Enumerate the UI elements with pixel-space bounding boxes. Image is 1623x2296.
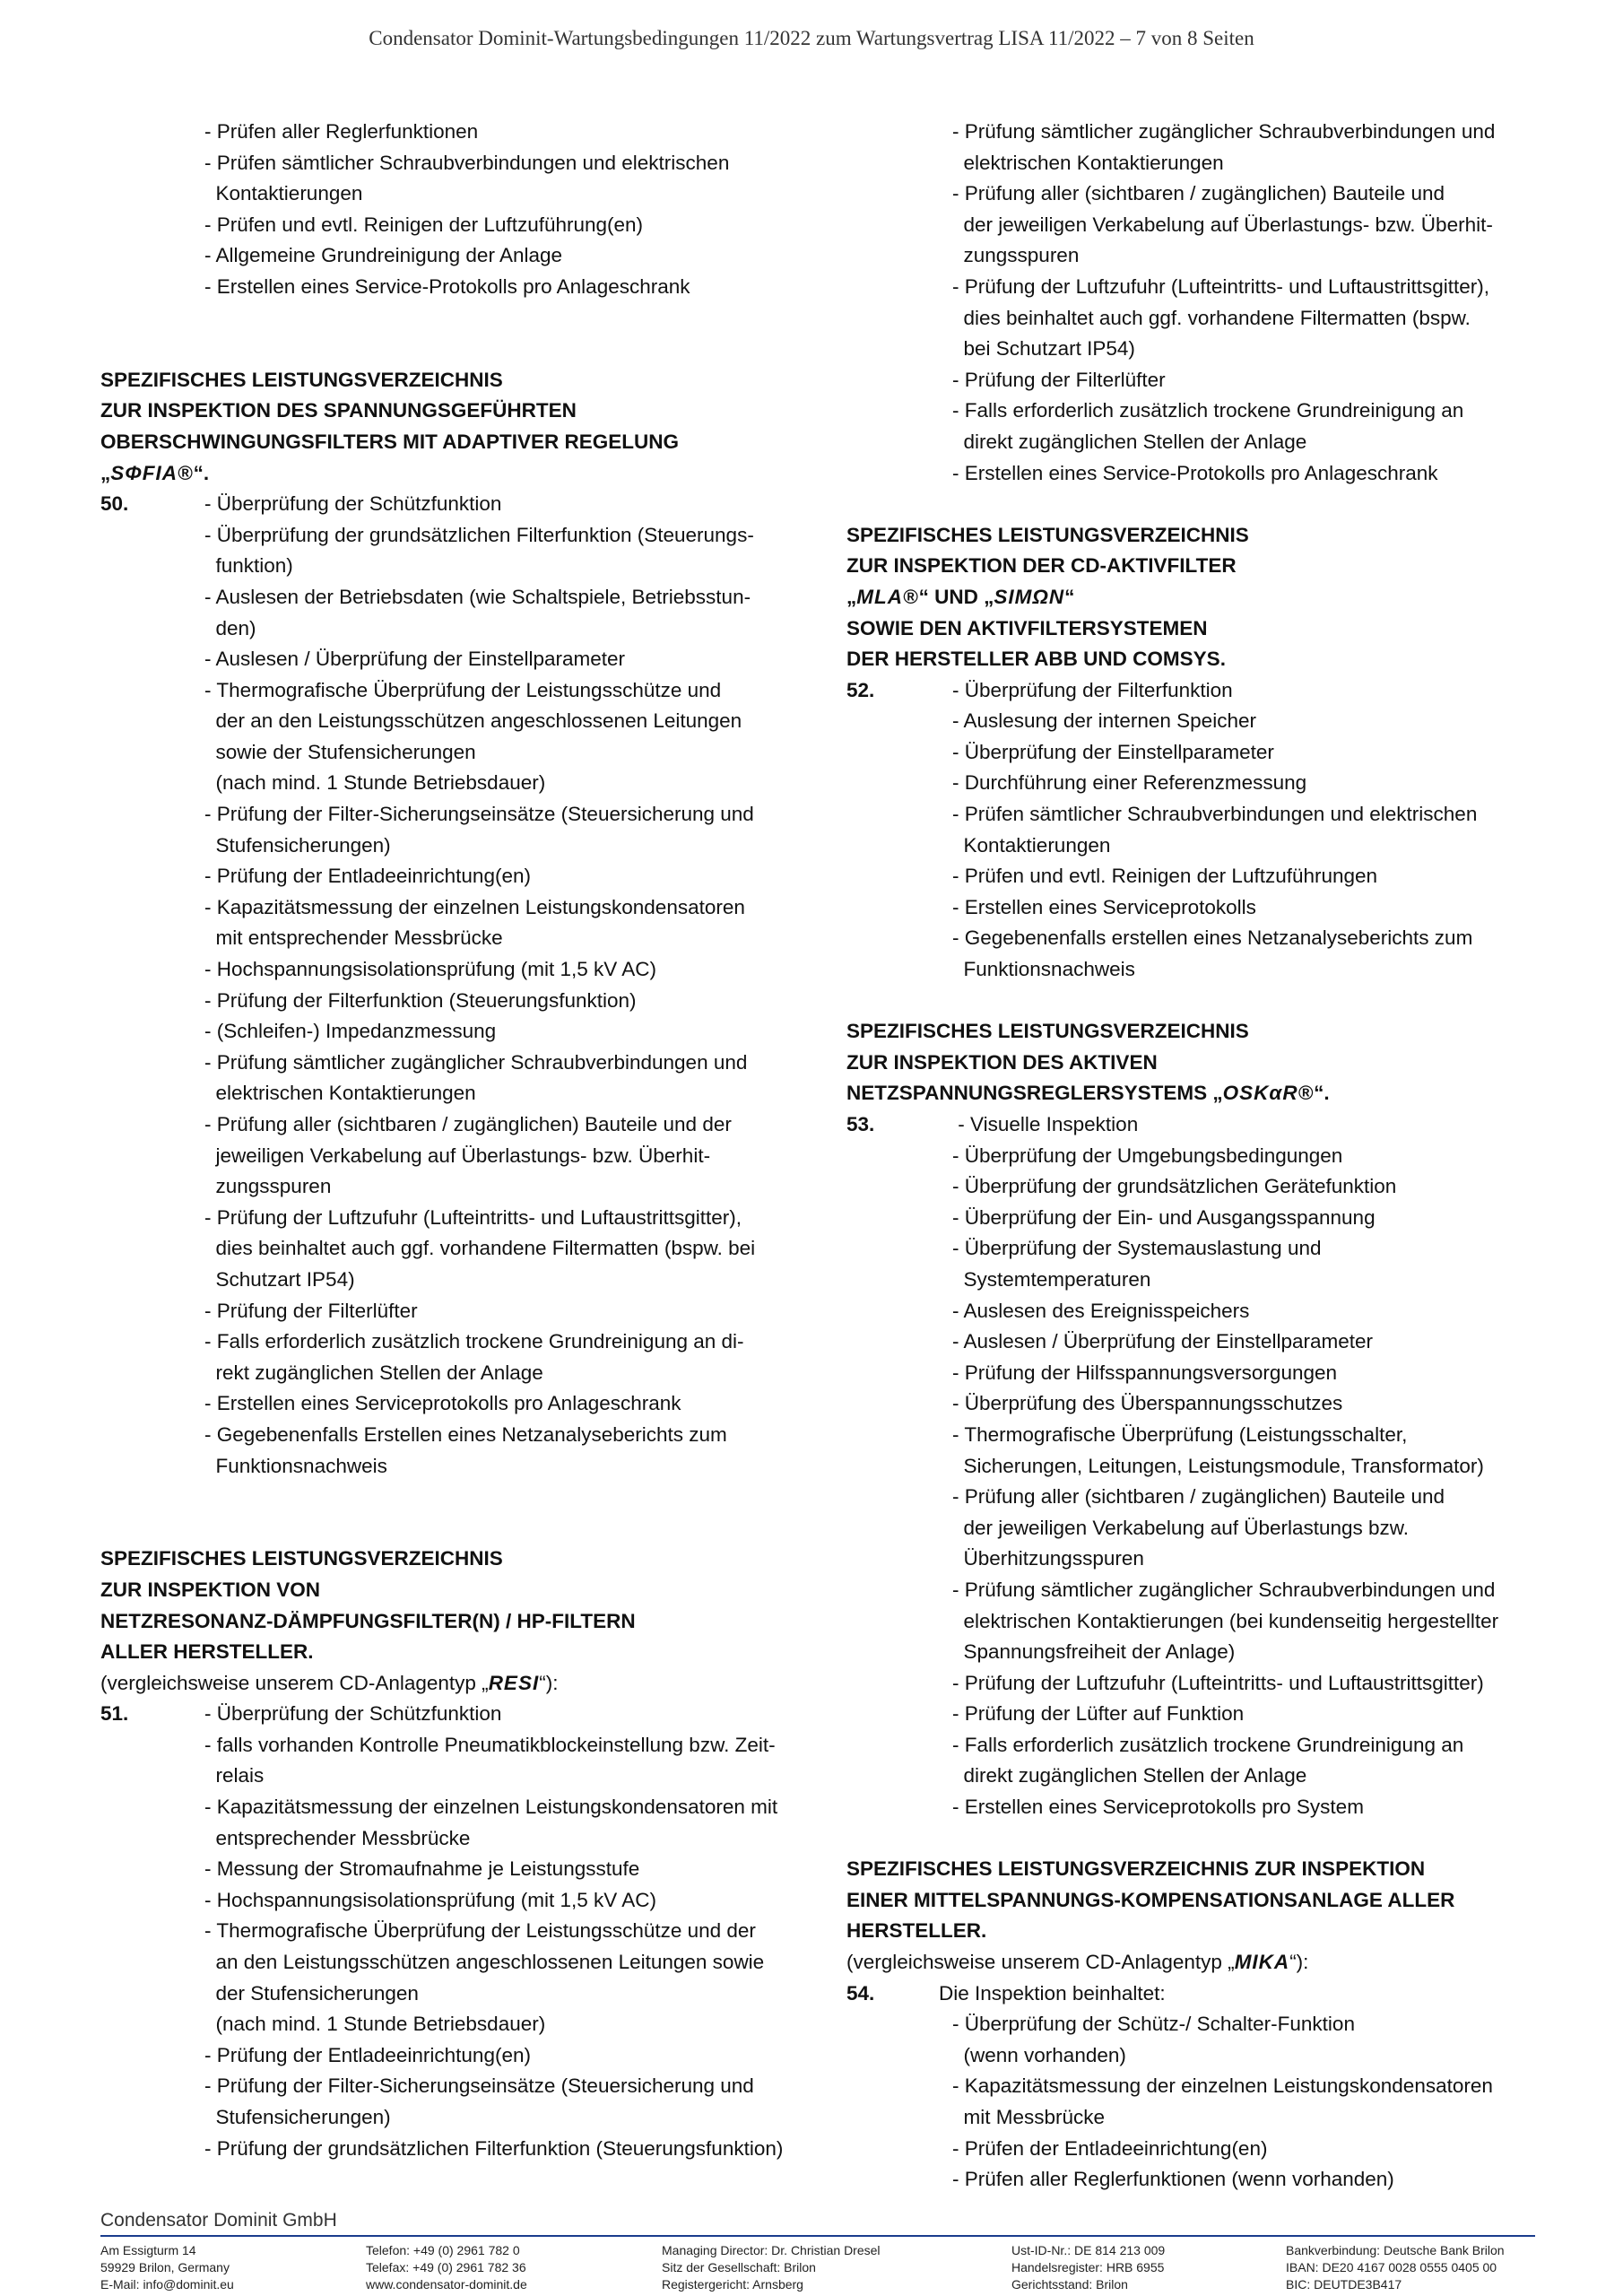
heading-line: NETZRESONANZ-DÄMPFUNGSFILTER(N) / HP-FILTERN (100, 1609, 636, 1632)
list-item: Systemtemperaturen (952, 1267, 1151, 1291)
section-53-heading-line: ZUR INSPEKTION DES AKTIVEN (846, 1050, 1158, 1074)
item-number-54: 54. (846, 1981, 875, 2005)
section-53-brand-line: NETZSPANNUNGSREGLERSYSTEMS „OSKαR®“. (846, 1082, 1330, 1105)
left-column (100, 117, 791, 2164)
footer-column (366, 2242, 662, 2293)
resi-brand: RESI (488, 1671, 540, 1694)
section-53 (846, 1109, 1546, 1823)
list-item: - Prüfung der Lüfter auf Funktion (952, 1702, 1245, 1726)
list-item: - Überprüfung der Ein- und Ausgangsspannung (952, 1205, 1376, 1229)
footer-column (1011, 2242, 1286, 2293)
list-item: - Prüfung aller (sichtbaren / zugänglichen) Bauteile und der (204, 1113, 732, 1135)
list-item: - Falls erforderlich zusätzlich trockene Grundreinigung an di- (204, 1330, 744, 1353)
list-item: - Überprüfung der Schütz-/ Schalter-Funktion (952, 2013, 1355, 2036)
list-item: - Überprüfung der Schützfunktion (204, 492, 502, 516)
footer-line: Telefon: +49 (0) 2961 782 0 (366, 2243, 520, 2257)
section-52-heading-line: ZUR INSPEKTION DER CD-AKTIVFILTER (846, 554, 1237, 578)
section-54-list (846, 2009, 1546, 2196)
list-item: elektrischen Kontaktierungen (204, 1082, 476, 1105)
list-item: - Auslesen / Überprüfung der Einstellparameter (204, 648, 625, 671)
list-item: entsprechender Messbrücke (204, 1826, 471, 1849)
list-item: (wenn vorhanden) (952, 2043, 1126, 2066)
section-50-heading (100, 365, 791, 458)
section-52-heading-line: SPEZIFISCHES LEISTUNGSVERZEICHNIS (846, 523, 1249, 546)
list-item: - Visuelle Inspektion (952, 1113, 1139, 1135)
list-item: - Prüfen der Entladeeinrichtung(en) (952, 2136, 1268, 2160)
list-item: Funktionsnachweis (952, 958, 1135, 981)
right-column (846, 117, 1546, 2196)
footer-divider (100, 2235, 1535, 2237)
list-item: - Überprüfung der Schützfunktion (204, 1702, 502, 1726)
heading-line: HERSTELLER. (846, 1919, 987, 1943)
mla-brand: MLA® (856, 585, 919, 608)
footer-line: Managing Director: Dr. Christian Dresel (662, 2243, 881, 2257)
section-52-heading-line: SOWIE DEN AKTIVFILTERSYSTEMEN (846, 616, 1208, 639)
list-item: - Prüfung sämtlicher zugänglicher Schraubverbindungen und (204, 1050, 748, 1074)
list-item: - Prüfung sämtlicher zugänglicher Schraubverbindungen und (952, 120, 1496, 143)
list-item: - Prüfung der Filter-Sicherungseinsätze (Steuersicherung und (204, 803, 754, 826)
oskar-brand: OSKαR® (1222, 1082, 1315, 1105)
list-item: - Überprüfung der grundsätzlichen Gerätefunktion (952, 1175, 1397, 1198)
list-item: - Prüfung der Entladeeinrichtung(en) (204, 865, 531, 888)
list-item: - Prüfen aller Reglerfunktionen (204, 120, 479, 143)
list-item: funktion) (204, 554, 293, 578)
section-51-list (100, 1699, 791, 2164)
item-number-52: 52. (846, 678, 875, 701)
list-item: an den Leistungsschützen angeschlossenen Leitungen sowie (204, 1951, 765, 1974)
list-item: - Prüfung aller (sichtbaren / zugänglichen) Bauteile und (952, 1485, 1445, 1509)
list-item: (nach mind. 1 Stunde Betriebsdauer) (204, 2013, 546, 2036)
list-item: - Thermografische Überprüfung (Leistungsschalter, (952, 1422, 1408, 1446)
footer-company: Condensator Dominit GmbH (100, 2210, 337, 2231)
section-54-lead: Die Inspektion beinhaltet: (939, 1981, 1166, 2005)
mika-brand: MIKA (1234, 1951, 1290, 1974)
list-item: sowie der Stufensicherungen (204, 740, 476, 763)
list-item: Schutzart IP54) (204, 1267, 355, 1291)
footer-line: www.condensator-dominit.de (366, 2277, 527, 2292)
footer-line: Telefax: +49 (0) 2961 782 36 (366, 2260, 526, 2274)
list-item: - Überprüfung der grundsätzlichen Filterfunktion (Steuerungs- (204, 523, 754, 546)
section-54-heading (846, 1854, 1546, 1947)
section-52 (846, 675, 1546, 986)
list-item: - Erstellen eines Serviceprotokolls pro Anlageschrank (204, 1392, 681, 1415)
section-50-list (100, 489, 791, 1482)
list-item: Überhitzungsspuren (952, 1547, 1144, 1570)
footer-column (1286, 2242, 1535, 2293)
section-51-heading (100, 1544, 791, 1667)
section-54-note: (vergleichsweise unserem CD-Anlagentyp „MIKA“): (846, 1951, 1309, 1974)
heading-line: SPEZIFISCHES LEISTUNGSVERZEICHNIS ZUR INSPEKTION (846, 1857, 1426, 1881)
list-item: zungsspuren (204, 1175, 332, 1198)
list-item: - Auslesung der internen Speicher (952, 709, 1256, 733)
list-item: - Prüfen und evtl. Reinigen der Luftzuführungen (952, 865, 1378, 888)
list-item: den) (204, 616, 256, 639)
list-item: - Überprüfung der Umgebungsbedingungen (952, 1144, 1343, 1167)
list-item: Stufensicherungen) (204, 2106, 391, 2128)
intro-list (846, 117, 1546, 489)
list-item: dies beinhaltet auch ggf. vorhandene Filtermatten (bspw. bei (204, 1237, 756, 1260)
heading-line: ALLER HERSTELLER. (100, 1640, 314, 1664)
list-item: - Falls erforderlich zusätzlich trockene Grundreinigung an (952, 399, 1464, 422)
page-footer (100, 2210, 1535, 2293)
list-item: - Kapazitätsmessung der einzelnen Leistungskondensatoren (952, 2074, 1493, 2098)
footer-line: Bankverbindung: Deutsche Bank Brilon (1286, 2243, 1505, 2257)
list-item: zungsspuren (952, 244, 1080, 267)
list-item: elektrischen Kontaktierungen (bei kundenseitig hergestellter (952, 1609, 1499, 1632)
footer-info (100, 2242, 1535, 2293)
list-item: Kontaktierungen (204, 182, 363, 205)
simon-brand: SIMΩN (994, 585, 1065, 608)
list-item: der Stufensicherungen (204, 1981, 419, 2005)
sofia-brand: SΦFIA® (110, 461, 194, 484)
list-item: - Kapazitätsmessung der einzelnen Leistungskondensatoren mit (204, 1796, 778, 1819)
section-50 (100, 489, 791, 1482)
section-53-list (846, 1109, 1546, 1823)
list-item: - Prüfung aller (sichtbaren / zugänglichen) Bauteile und (952, 182, 1445, 205)
heading-line: ZUR INSPEKTION DES SPANNUNGSGEFÜHRTEN (100, 399, 577, 422)
list-item: - Thermografische Überprüfung der Leistungsschütze und der (204, 1919, 756, 1943)
list-item: - Erstellen eines Service-Protokolls pro Anlageschrank (952, 461, 1438, 484)
list-item: - Allgemeine Grundreinigung der Anlage (204, 244, 563, 267)
list-item: - Prüfung der grundsätzlichen Filterfunktion (Steuerungsfunktion) (204, 2136, 784, 2160)
list-item: - Überprüfung der Filterfunktion (952, 678, 1233, 701)
list-item: mit entsprechender Messbrücke (204, 926, 503, 950)
list-item: - Prüfung der Filterlüfter (952, 368, 1166, 391)
list-item: - Prüfen sämtlicher Schraubverbindungen und elektrischen (952, 803, 1478, 826)
list-item: - Gegebenenfalls Erstellen eines Netzanalyseberichts zum (204, 1422, 727, 1446)
footer-column (100, 2242, 366, 2293)
heading-line: EINER MITTELSPANNUNGS-KOMPENSATIONSANLAGE ALLER (846, 1888, 1455, 1911)
footer-line: Sitz der Gesellschaft: Brilon (662, 2260, 816, 2274)
section-53-heading-line: SPEZIFISCHES LEISTUNGSVERZEICHNIS (846, 1020, 1249, 1043)
list-item: - Prüfen sämtlicher Schraubverbindungen und elektrischen (204, 151, 730, 174)
footer-line: E-Mail: info@dominit.eu (100, 2277, 234, 2292)
list-item: Spannungsfreiheit der Anlage) (952, 1640, 1236, 1664)
list-item: - Prüfen aller Reglerfunktionen (wenn vorhanden) (952, 2168, 1394, 2191)
list-item: Sicherungen, Leitungen, Leistungsmodule, Transformator) (952, 1454, 1484, 1477)
page-header: Condensator Dominit-Wartungsbedingungen 11/2022 zum Wartungsvertrag LISA 11/2022 – 7 von 8 Seiten (369, 27, 1254, 49)
list-item: - Prüfung der Luftzufuhr (Lufteintritts- und Luftaustrittsgitter), (204, 1205, 742, 1229)
list-item: mit Messbrücke (952, 2106, 1106, 2128)
section-51-note: (vergleichsweise unserem CD-Anlagentyp „RESI“): (100, 1671, 559, 1694)
section-52-brand-line: „MLA®“ UND „SIMΩN“ (846, 585, 1075, 608)
list-item: - Überprüfung des Überspannungsschutzes (952, 1392, 1343, 1415)
list-item: relais (204, 1764, 265, 1787)
list-item: - Falls erforderlich zusätzlich trockene Grundreinigung an (952, 1733, 1464, 1756)
list-item: der jeweiligen Verkabelung auf Überlastungs- bzw. Überhit- (952, 213, 1493, 236)
footer-column (662, 2242, 1011, 2293)
list-item: - Kapazitätsmessung der einzelnen Leistungskondensatoren (204, 895, 745, 918)
list-item: Stufensicherungen) (204, 833, 391, 857)
footer-line: Ust-ID-Nr.: DE 814 213 009 (1011, 2243, 1166, 2257)
list-item: - Durchführung einer Referenzmessung (952, 771, 1307, 795)
item-number-53: 53. (846, 1113, 875, 1135)
list-item: - Auslesen des Ereignisspeichers (952, 1299, 1250, 1322)
item-number-51: 51. (100, 1702, 129, 1726)
heading-line: SPEZIFISCHES LEISTUNGSVERZEICHNIS (100, 1547, 503, 1570)
footer-line: Gerichtsstand: Brilon (1011, 2277, 1128, 2292)
list-item: - Auslesen der Betriebsdaten (wie Schaltspiele, Betriebsstun- (204, 585, 751, 608)
list-item: - Hochspannungsisolationsprüfung (mit 1,5 kV AC) (204, 958, 657, 981)
heading-line: ZUR INSPEKTION VON (100, 1578, 321, 1601)
section-52-heading-line: DER HERSTELLER ABB UND COMSYS. (846, 648, 1226, 671)
list-item: - Prüfung der Luftzufuhr (Lufteintritts- und Luftaustrittsgitter) (952, 1671, 1484, 1694)
list-item: - Thermografische Überprüfung der Leistungsschütze und (204, 678, 722, 701)
intro-list (100, 117, 791, 303)
list-item: - Prüfung der Filter-Sicherungseinsätze (Steuersicherung und (204, 2074, 754, 2098)
list-item: - Prüfen und evtl. Reinigen der Luftzuführung(en) (204, 213, 644, 236)
list-item: der jeweiligen Verkabelung auf Überlastungs bzw. (952, 1516, 1410, 1539)
section-52-list (846, 675, 1546, 986)
list-item: direkt zugänglichen Stellen der Anlage (952, 430, 1307, 453)
heading-line: OBERSCHWINGUNGSFILTERS MIT ADAPTIVER REGELUNG (100, 430, 680, 453)
list-item: - Erstellen eines Service-Protokolls pro Anlageschrank (204, 274, 690, 298)
list-item: Kontaktierungen (952, 833, 1111, 857)
footer-line: BIC: DEUTDE3B417 (1286, 2277, 1402, 2292)
list-item: - Auslesen / Überprüfung der Einstellparameter (952, 1330, 1373, 1353)
list-item: - Messung der Stromaufnahme je Leistungsstufe (204, 1857, 640, 1881)
list-item: - falls vorhanden Kontrolle Pneumatikblockeinstellung bzw. Zeit- (204, 1733, 776, 1756)
list-item: - Prüfung der Filterfunktion (Steuerungsfunktion) (204, 988, 637, 1012)
heading-line: SPEZIFISCHES LEISTUNGSVERZEICHNIS (100, 368, 503, 391)
section-54 (846, 1979, 1546, 2196)
list-item: - Prüfung der Entladeeinrichtung(en) (204, 2043, 531, 2066)
list-item: - Prüfung sämtlicher zugänglicher Schraubverbindungen und (952, 1578, 1496, 1601)
footer-line: Registergericht: Arnsberg (662, 2277, 803, 2292)
list-item: - Prüfung der Luftzufuhr (Lufteintritts- und Luftaustrittsgitter), (952, 274, 1490, 298)
list-item: der an den Leistungsschützen angeschlossenen Leitungen (204, 709, 742, 733)
section-50-brand-line: „SΦFIA®“. (100, 461, 210, 484)
footer-line: IBAN: DE20 4167 0028 0555 0405 00 (1286, 2260, 1497, 2274)
list-item: bei Schutzart IP54) (952, 337, 1135, 361)
list-item: (nach mind. 1 Stunde Betriebsdauer) (204, 771, 546, 795)
footer-line: Handelsregister: HRB 6955 (1011, 2260, 1165, 2274)
list-item: direkt zugänglichen Stellen der Anlage (952, 1764, 1307, 1787)
list-item: - Erstellen eines Serviceprotokolls pro System (952, 1796, 1364, 1819)
list-item: - Erstellen eines Serviceprotokolls (952, 895, 1256, 918)
list-item: - Überprüfung der Systemauslastung und (952, 1237, 1322, 1260)
list-item: - Gegebenenfalls erstellen eines Netzanalyseberichts zum (952, 926, 1473, 950)
section-51 (100, 1699, 791, 2164)
list-item: - Überprüfung der Einstellparameter (952, 740, 1274, 763)
list-item: Funktionsnachweis (204, 1454, 387, 1477)
list-item: - Hochspannungsisolationsprüfung (mit 1,5 kV AC) (204, 1888, 657, 1911)
list-item: elektrischen Kontaktierungen (952, 151, 1224, 174)
list-item: - Prüfung der Hilfsspannungsversorgungen (952, 1361, 1338, 1384)
list-item: rekt zugänglichen Stellen der Anlage (204, 1361, 543, 1384)
list-item: dies beinhaltet auch ggf. vorhandene Filtermatten (bspw. (952, 306, 1471, 329)
item-number-50: 50. (100, 492, 129, 516)
footer-line: 59929 Brilon, Germany (100, 2260, 230, 2274)
list-item: - Prüfung der Filterlüfter (204, 1299, 418, 1322)
footer-line: Am Essigturm 14 (100, 2243, 196, 2257)
list-item: - (Schleifen-) Impedanzmessung (204, 1020, 497, 1043)
list-item: jeweiligen Verkabelung auf Überlastungs- bzw. Überhit- (204, 1144, 711, 1167)
